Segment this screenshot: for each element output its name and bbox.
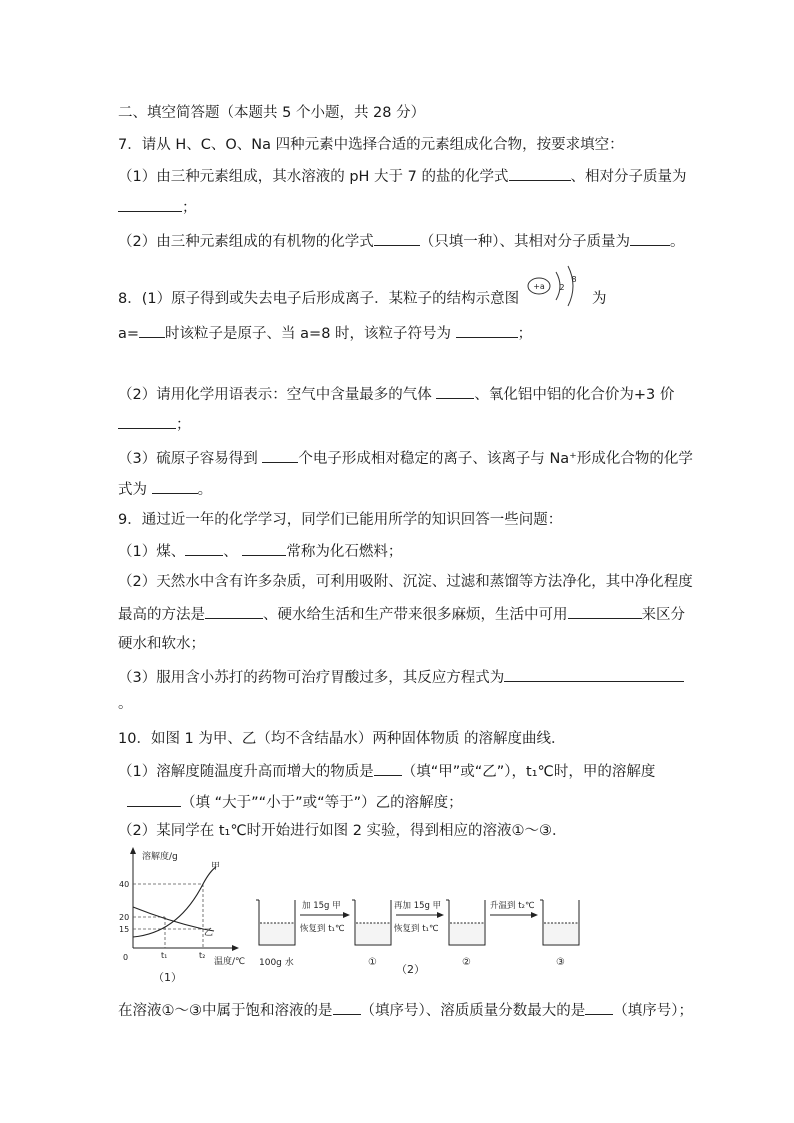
arrow2-bottom-label: 恢复到 t₁℃ <box>394 924 439 934</box>
q8-part2-line2: ； <box>118 413 191 435</box>
answer-blank[interactable] <box>436 383 474 399</box>
curve-yi-label: 乙 <box>204 928 214 938</box>
q7-part1-line2: ； <box>118 196 197 218</box>
q9-part2-line1: （2）天然水中含有许多杂质，可利用吸附、沉淀、过滤和蒸馏等方法净化，其中净化程度 <box>118 574 693 590</box>
q9-part3-line1: （3）服用含小苏打的药物可治疗胃酸过多，其反应方程式为 <box>118 666 684 688</box>
q8-part3-line1: （3）硫原子容易得到 个电子形成相对稳定的离子、该离子与 Na⁺形成化合物的化学 <box>118 447 693 469</box>
answer-blank[interactable] <box>374 760 402 776</box>
y-tick: 20 <box>119 913 130 922</box>
q10-part1-line2: （填 “大于”“小于”或“等于”）乙的溶解度； <box>118 791 463 813</box>
answer-blank[interactable] <box>185 540 223 556</box>
curve-jia <box>133 867 216 937</box>
q7-part2: （2）由三种元素组成的有机物的化学式 （只填一种）、其相对分子质量为 。 <box>118 230 684 252</box>
q8-part2-line1: （2）请用化学用语表示：空气中含量最多的气体 、氧化铝中铝的化合价为+3 价 <box>118 383 674 405</box>
arrow3-top-label: 升温到 t₂℃ <box>490 901 535 911</box>
x-tick: t₂ <box>199 951 206 960</box>
section-title: 二、填空简答题（本题共 5 个小题，共 28 分） <box>118 105 426 121</box>
q9-part3-line2: 。 <box>118 696 133 712</box>
answer-blank[interactable] <box>262 447 298 463</box>
arrow1-top-label: 加 15g 甲 <box>302 901 341 911</box>
start-label: 100g 水 <box>259 958 294 968</box>
answer-blank[interactable] <box>509 165 571 181</box>
q8-part1-wei: 为 <box>592 291 607 307</box>
figure1-caption: （1） <box>153 971 182 984</box>
q8-part1-line2: a= 时该粒子是原子、当 a=8 时，该粒子符号为 ； <box>118 322 532 344</box>
q10-part2-question: 在溶液①～③中属于饱和溶液的是 （填序号）、溶质质量分数最大的是 （填序号）； <box>118 999 693 1021</box>
nucleus-charge: +a <box>533 282 545 291</box>
q9-stem: 9．通过近一年的化学学习，同学们已能用所学的知识回答一些问题： <box>118 512 563 528</box>
answer-blank[interactable] <box>456 322 518 338</box>
x-axis-label: 温度/℃ <box>214 957 246 967</box>
answer-blank[interactable] <box>585 999 613 1015</box>
q8-part1-line1: 8．(1）原子得到或失去电子后形成离子．某粒子的结构示意图 <box>118 291 520 307</box>
q8-part3-line2: 式为 。 <box>118 478 212 500</box>
answer-blank[interactable] <box>568 603 642 619</box>
answer-blank[interactable] <box>205 603 263 619</box>
origin-label: 0 <box>123 953 129 962</box>
answer-blank[interactable] <box>374 230 420 246</box>
beaker-label-2: ② <box>462 957 471 968</box>
curve-yi <box>133 907 214 931</box>
shell1-count: 2 <box>559 283 565 292</box>
answer-blank[interactable] <box>333 999 361 1015</box>
answer-blank[interactable] <box>242 540 286 556</box>
x-tick: t₁ <box>161 951 168 960</box>
y-axis-label: 溶解度/g <box>142 852 178 862</box>
answer-blank[interactable] <box>139 322 165 338</box>
figure2-caption: （2） <box>396 963 425 976</box>
q7-part1-line1: （1）由三种元素组成，其水溶液的 pH 大于 7 的盐的化学式 、相对分子质量为 <box>118 165 687 187</box>
arrow1-bottom-label: 恢复到 t₁℃ <box>300 924 345 934</box>
q9-part1: （1）煤、 、 常称为化石燃料； <box>118 540 402 562</box>
answer-blank[interactable] <box>504 666 684 682</box>
q10-part1-line1: （1）溶解度随温度升高而增大的物质是 （填“甲”或“乙”），t₁℃时，甲的溶解度 <box>118 760 655 782</box>
shell2-count: 8 <box>571 275 577 284</box>
beaker-label-1: ① <box>368 957 377 968</box>
y-tick: 40 <box>119 880 130 889</box>
solubility-figures <box>118 845 678 985</box>
q7-stem: 7．请从 H、C、O、Na 四种元素中选择合适的元素组成化合物，按要求填空： <box>118 137 624 153</box>
beaker-label-3: ③ <box>556 957 565 968</box>
q9-part2-line2: 最高的方法是 、硬水给生活和生产带来很多麻烦，生活中可用 来区分 <box>118 603 685 625</box>
arrow2-top-label: 再加 15g 甲 <box>394 901 442 911</box>
answer-blank[interactable] <box>630 230 670 246</box>
solubility-curve-chart <box>119 847 245 984</box>
curve-jia-label: 甲 <box>211 862 221 872</box>
answer-blank[interactable] <box>118 413 176 429</box>
answer-blank[interactable] <box>118 196 182 212</box>
atom-structure-diagram <box>524 262 586 308</box>
q10-stem: 10．如图 1 为甲、乙（均不含结晶水）两种固体物质 的溶解度曲线． <box>118 731 566 747</box>
answer-blank[interactable] <box>152 478 198 494</box>
y-tick: 15 <box>119 925 130 934</box>
q9-part2-line3: 硬水和软水； <box>118 636 205 652</box>
q10-part2: （2）某同学在 t₁℃时开始进行如图 2 实验，得到相应的溶液①～③． <box>118 823 567 839</box>
answer-blank[interactable] <box>127 791 181 807</box>
